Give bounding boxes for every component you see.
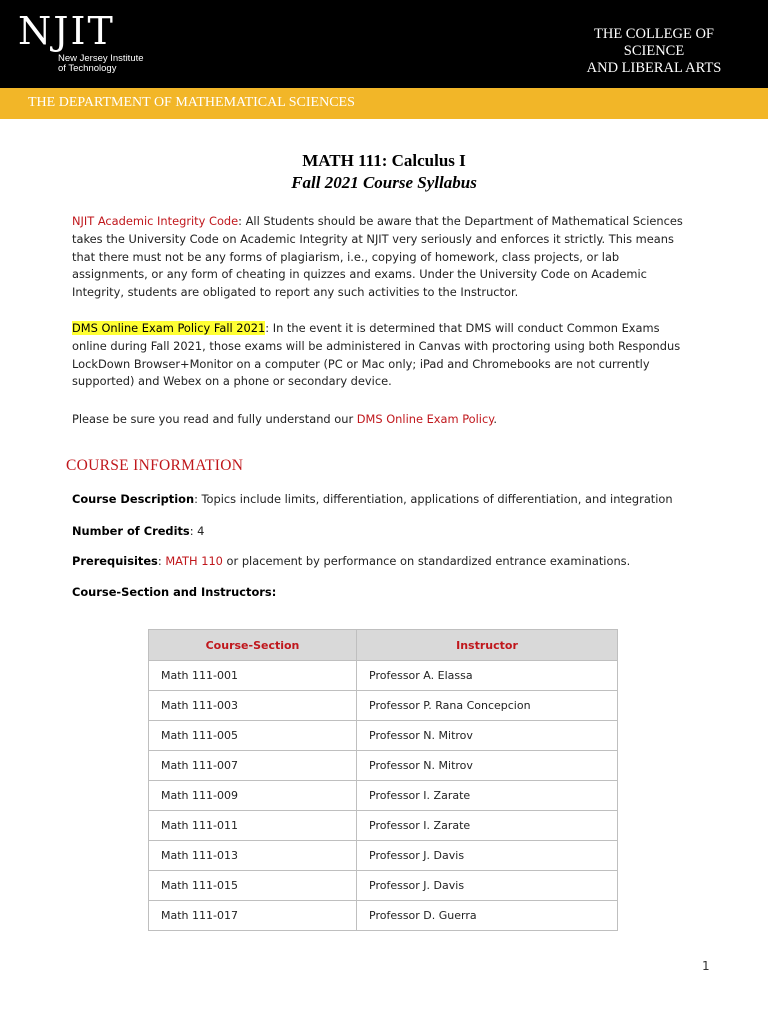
course-title: MATH 111: Calculus I: [302, 151, 466, 170]
exam-policy-link[interactable]: DMS Online Exam Policy: [356, 412, 494, 426]
college-line2: AND LIBERAL ARTS: [586, 60, 722, 76]
section-cell: Math 111-003: [149, 691, 357, 721]
table-header-row: [149, 630, 618, 661]
instructor-cell: Professor J. Davis: [357, 871, 618, 901]
instructor-cell: Professor N. Mitrov: [357, 721, 618, 751]
read-note-end: .: [493, 412, 497, 426]
prereq-sep: :: [157, 554, 166, 568]
logo-mark: NJIT: [18, 9, 115, 53]
integrity-paragraph: [72, 213, 697, 302]
sections-label: Course-Section and Instructors:: [72, 585, 277, 599]
instructor-cell: Professor P. Rana Concepcion: [357, 691, 618, 721]
table-row: [149, 691, 618, 721]
page-number: 1: [702, 959, 710, 973]
credits-text: : 4: [189, 524, 205, 538]
integrity-label: NJIT Academic Integrity Code: [72, 214, 239, 228]
section-cell: Math 111-013: [149, 841, 357, 871]
prerequisites: [72, 554, 630, 568]
college-line1: THE COLLEGE OF SCIENCE: [593, 26, 714, 59]
math-110-link[interactable]: MATH 110: [165, 554, 223, 568]
section-cell: Math 111-017: [149, 901, 357, 931]
section-cell: Math 111-001: [149, 661, 357, 691]
section-cell: Math 111-005: [149, 721, 357, 751]
instructor-cell: Professor D. Guerra: [357, 901, 618, 931]
njit-logo: [18, 9, 178, 74]
instructor-cell: Professor I. Zarate: [357, 811, 618, 841]
description-label: Course Description: [72, 492, 195, 506]
instructor-cell: Professor N. Mitrov: [357, 751, 618, 781]
table-row: [149, 721, 618, 751]
section-cell: Math 111-007: [149, 751, 357, 781]
number-of-credits: [72, 524, 204, 538]
table-row: [149, 811, 618, 841]
logo-subtitle: [58, 54, 178, 74]
header-course-section: Course-Section: [149, 630, 357, 661]
department-bar: [0, 88, 768, 119]
section-cell: Math 111-011: [149, 811, 357, 841]
section-cell: Math 111-009: [149, 781, 357, 811]
section-cell: Math 111-015: [149, 871, 357, 901]
course-info-heading: COURSE INFORMATION: [66, 457, 244, 474]
sections-table: [148, 629, 618, 931]
department-name: THE DEPARTMENT OF MATHEMATICAL SCIENCES: [28, 95, 355, 110]
logo-sub-line1: New Jersey Institute: [58, 53, 144, 64]
prereq-label: Prerequisites: [72, 554, 158, 568]
instructor-cell: Professor A. Elassa: [357, 661, 618, 691]
credits-label: Number of Credits: [72, 524, 190, 538]
table-row: [149, 841, 618, 871]
table-row: [149, 901, 618, 931]
read-policy-note: [72, 411, 697, 429]
description-text: : Topics include limits, differentiation, applications of differentiation, and integration: [194, 492, 673, 506]
prereq-text: or placement by performance on standardized entrance examinations.: [222, 554, 631, 568]
table-row: [149, 751, 618, 781]
instructor-cell: Professor J. Davis: [357, 841, 618, 871]
college-name: [564, 26, 744, 77]
course-description: [72, 492, 673, 506]
instructor-cell: Professor I. Zarate: [357, 781, 618, 811]
exam-policy-paragraph: [72, 320, 697, 391]
course-title-block: [0, 150, 768, 194]
logo-sub-line2: of Technology: [58, 63, 117, 74]
exam-policy-label: DMS Online Exam Policy Fall 2021: [72, 321, 266, 335]
integrity-text: : All Students should be aware that the Department of Mathematical Sciences takes the University Code on Academic Integrity at NJIT very seriously and enforces it strictly. This means that there must not be any forms of plagiarism, i.e., copying of homework, class projects, or lab assignments, or any form of cheating in quizzes and exams. Under the University Code on Academic Integrity, students are obligated to report any such activities to the Instructor.: [72, 214, 683, 300]
read-note-text: Please be sure you read and fully understand our: [72, 412, 357, 426]
table-row: [149, 781, 618, 811]
syllabus-subtitle: Fall 2021 Course Syllabus: [291, 173, 477, 192]
header-instructor: Instructor: [357, 630, 618, 661]
exam-policy-text: : In the event it is determined that DMS will conduct Common Exams online during Fall 2021, those exams will be administered in Canvas with proctoring using both Respondus LockDown Browser+Monitor on a computer (PC or Mac only; iPad and Chromebooks are not currently supported) and Webex on a phone or secondary device.: [72, 321, 681, 389]
header-banner: [0, 0, 768, 88]
table-row: [149, 661, 618, 691]
table-row: [149, 871, 618, 901]
